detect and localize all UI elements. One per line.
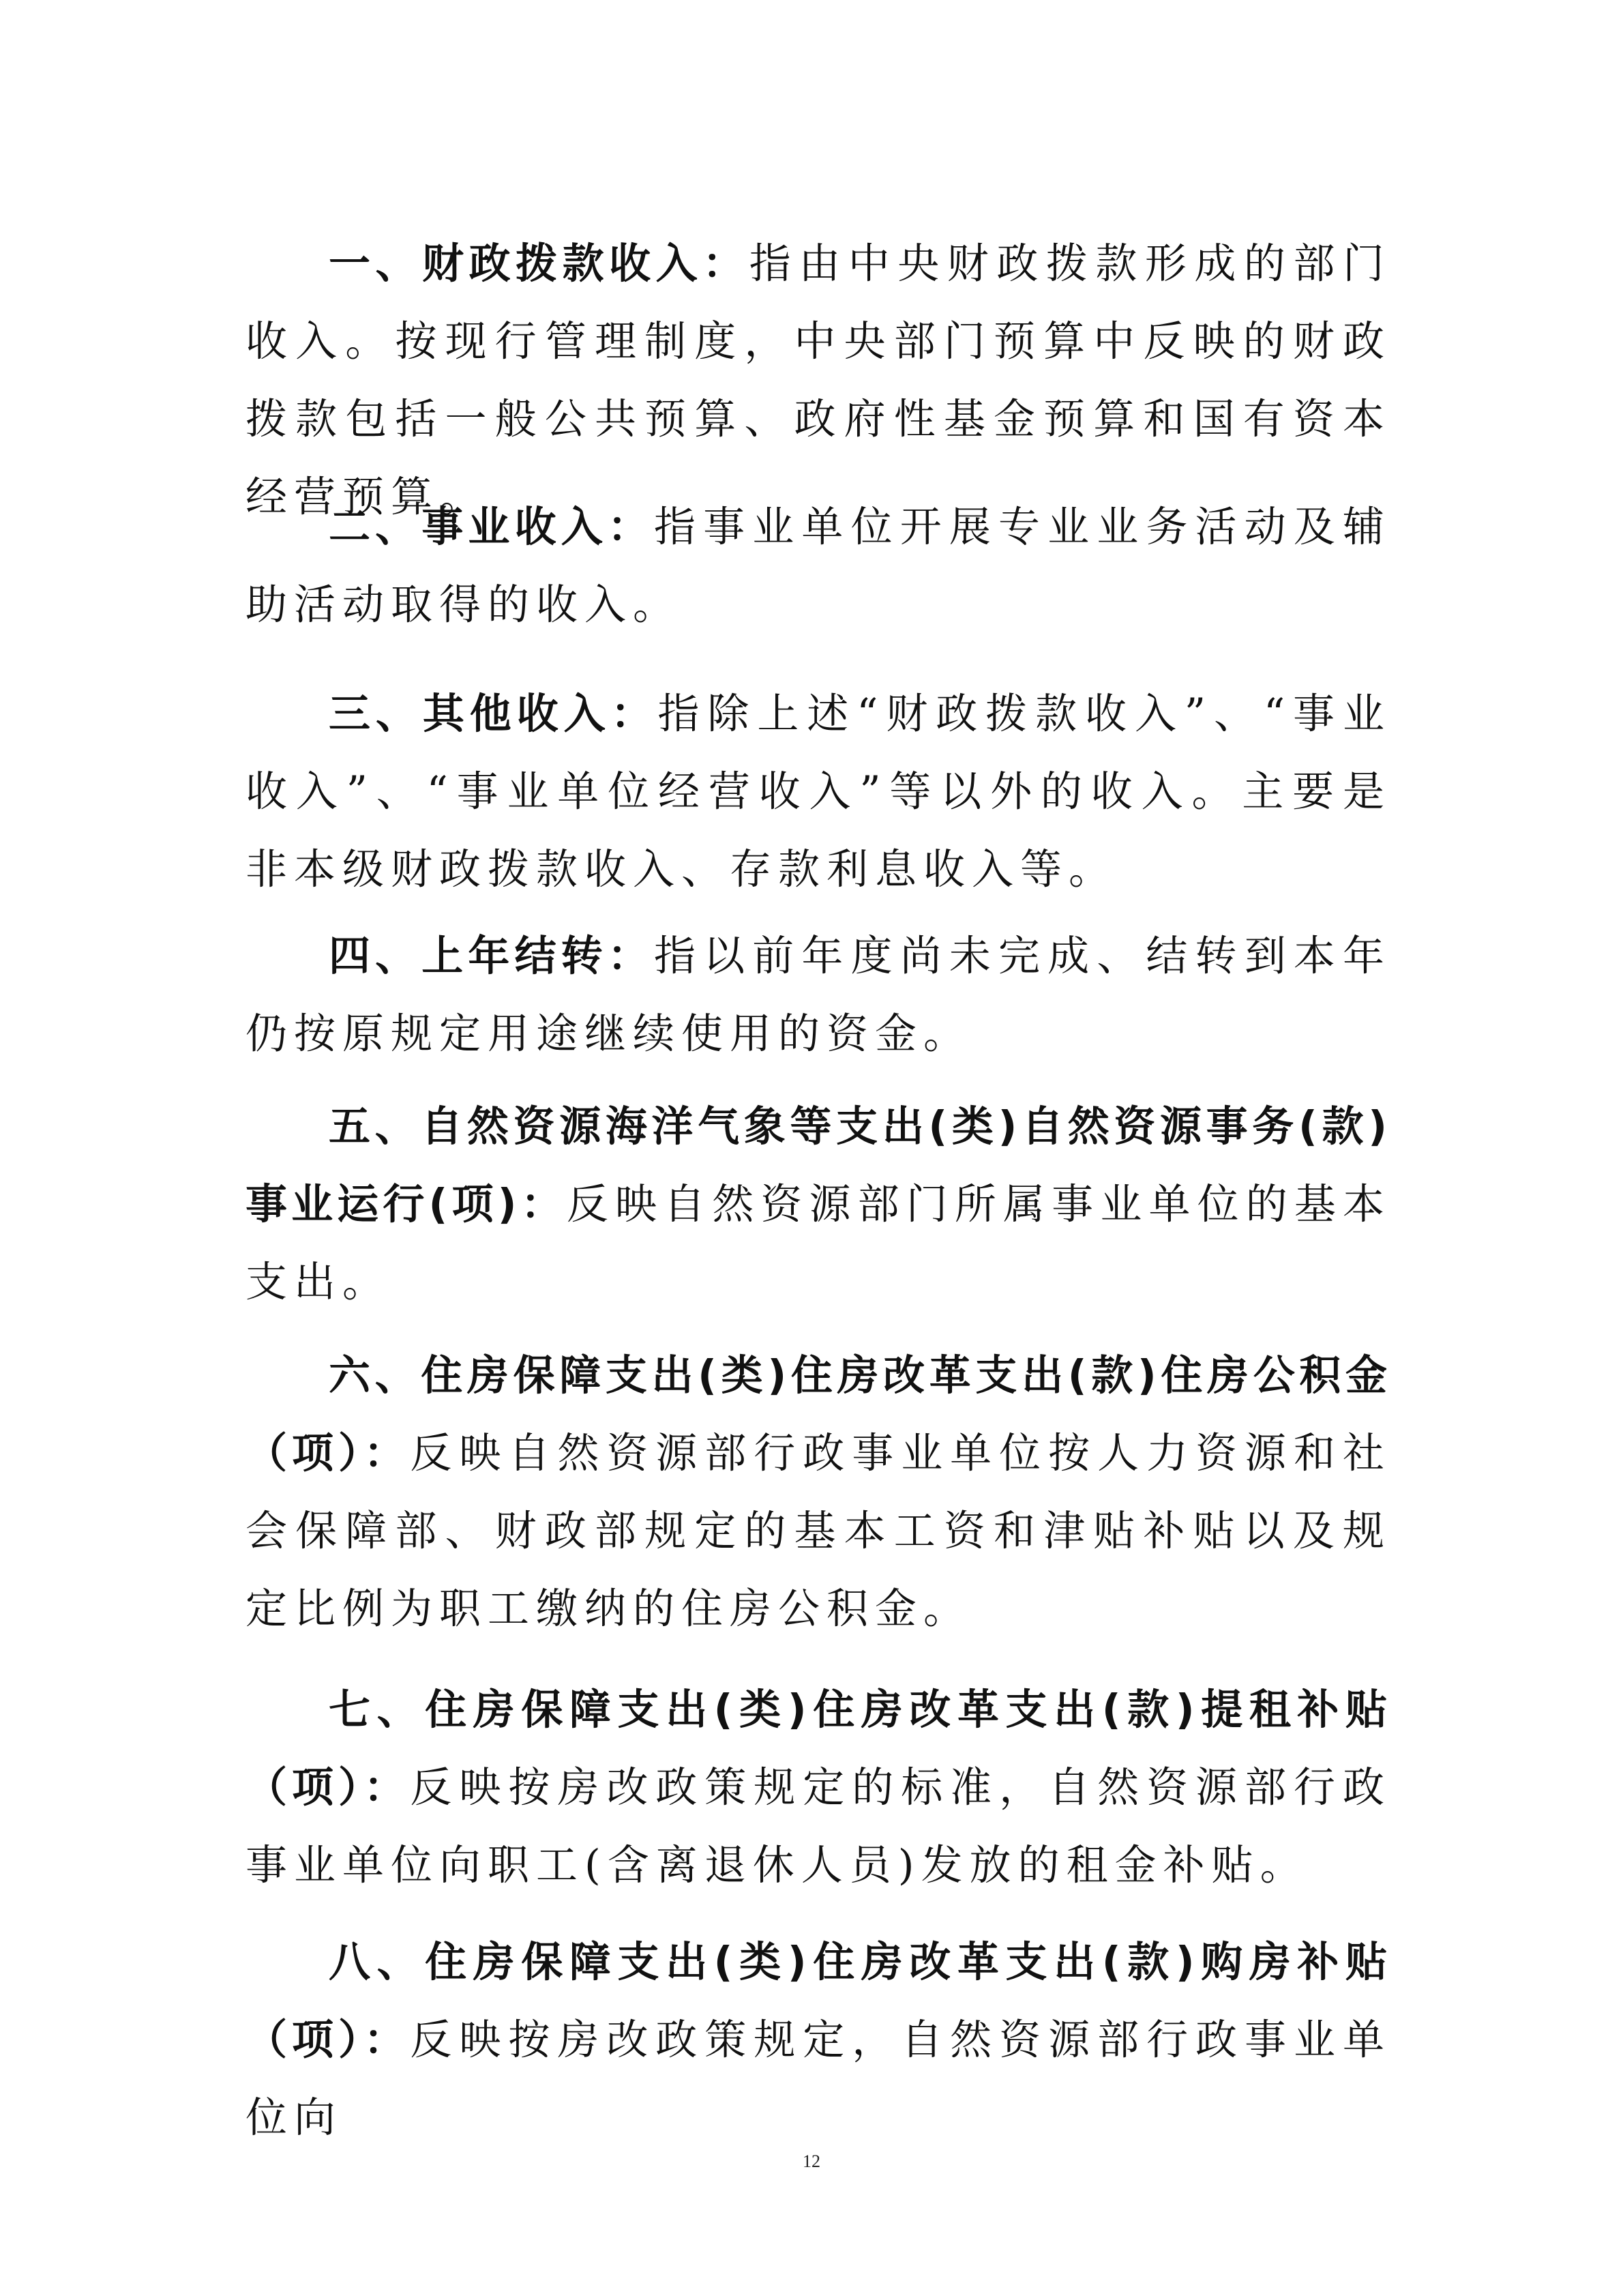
entry-term: 五、自然资源海洋气象等支出(类)自然资源事务(款)事业运行(项)：: [245, 1102, 1391, 1228]
entry-prior-year-carryover: [245, 917, 1391, 1073]
entry-rent-subsidy: [245, 1671, 1391, 1904]
entry-term: 八、住房保障支出(类)住房改革支出(款)购房补贴（项）：: [245, 1938, 1391, 2064]
entry-term: 四、上年结转：: [329, 932, 654, 980]
entry-text: 指以前年度尚未完成、结转到本年仍按原规定用途继续使用的资金。: [245, 932, 1391, 1058]
entry-term: 六、住房保障支出(类)住房改革支出(款)住房公积金（项）：: [245, 1351, 1391, 1477]
entry-housing-provident-fund: [245, 1337, 1391, 1648]
entry-text: 指除上述“财政拨款收入”、“事业收入”、“事业单位经营收入”等以外的收入。主要是非本级财政拨款收入、存款利息收入等。: [245, 690, 1391, 894]
entry-text: 指事业单位开展专业业务活动及辅助活动取得的收入。: [245, 503, 1391, 629]
entry-text: 反映自然资源部门所属事业单位的基本支出。: [245, 1180, 1391, 1306]
entry-text: 反映自然资源部行政事业单位按人力资源和社会保障部、财政部规定的基本工资和津贴补贴以及规定比例为职工缴纳的住房公积金。: [245, 1429, 1391, 1633]
entry-other-income: [245, 675, 1391, 909]
entry-term: 二、事业收入：: [329, 503, 654, 551]
entry-natural-resources-operation: [245, 1088, 1391, 1321]
entry-text: 反映按房改政策规定的标准，自然资源部行政事业单位向职工(含离退休人员)发放的租金补贴。: [245, 1763, 1391, 1889]
entry-text: 指由中央财政拨款形成的部门收入。按现行管理制度，中央部门预算中反映的财政拨款包括一般公共预算、政府性基金预算和国有资本经营预算。: [245, 239, 1391, 521]
page-number: 12: [803, 2151, 820, 2171]
entry-term: 三、其他收入：: [329, 690, 658, 738]
entry-text: 反映按房改政策规定，自然资源部行政事业单位向: [245, 2016, 1391, 2142]
entry-home-purchase-subsidy: [245, 1924, 1391, 2157]
entry-business-income: [245, 488, 1391, 644]
entry-term: 七、住房保障支出(类)住房改革支出(款)提租补贴（项）：: [245, 1686, 1391, 1812]
entry-term: 一、财政拨款收入：: [329, 239, 749, 288]
